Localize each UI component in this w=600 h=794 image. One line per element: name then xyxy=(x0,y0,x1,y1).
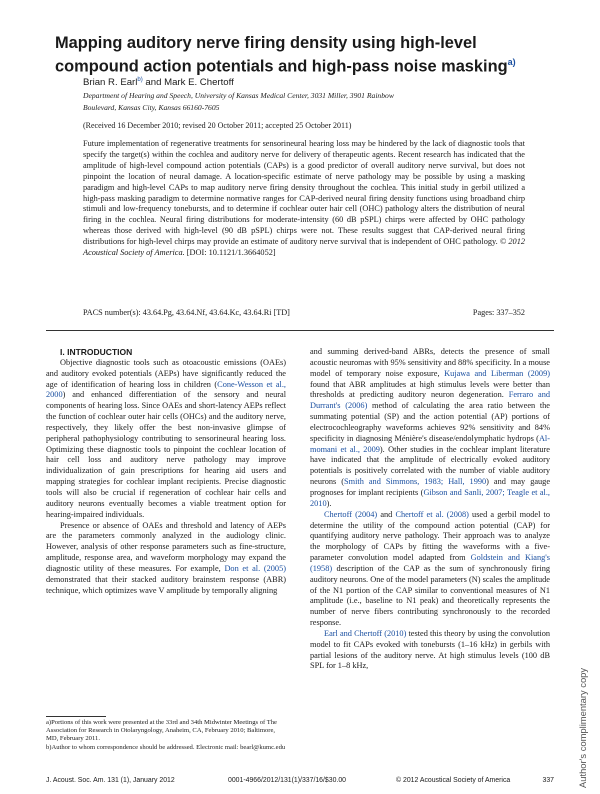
abstract-doi[interactable]: [DOI: 10.1121/1.3664052] xyxy=(186,248,276,258)
text-run: ) and may gauge prognoses for implant recipients ( xyxy=(310,477,551,497)
citation-link[interactable]: Smith and Simmons, 1983; Hall, 1990 xyxy=(344,477,487,487)
abstract xyxy=(83,139,525,259)
footer-copyright: © 2012 Acoustical Society of America xyxy=(396,777,511,784)
citation-link[interactable]: Ferraro and Durrant's (2006) xyxy=(310,390,550,411)
text-run: and summing derived-band ABRs, detects the presence of small acoustic neuromas with 95% sensitivity and 88% specificity. In a mouse model of temporary noise exposure, xyxy=(310,347,550,378)
author-1: Brian R. Earl xyxy=(83,77,138,89)
text-run: ) and enhanced differentiation of the sensory and neural components of hearing loss. Since OAEs and short-latency AEPs reflect the function of cochlear outer hair cells (OHCs) and the auditory nerve, respectively, they likely offer the best non-invasive glimpse of peripheral pathophysiology contributing to sensorineural hearing loss. Optimizing these diagnostic tools to pinpoint the cochlear location of hair cell loss and auditory nerve pathology may improve individualization of gain prescriptions for hearing aid users and mapping strategies for cochlear implant recipients. Precise diagnostic tools will also be crucial if regeneration of cochlear hair cells and auditory neurons eventually becomes a viable treatment option for hearing-impaired individuals. xyxy=(46,390,286,519)
citation-link[interactable]: Chertoff (2004) xyxy=(324,509,378,519)
footnote-a: a)Portions of this work were presented at the 33rd and 34th Midwinter Meetings of The Association for Research in Otolaryngology, Anaheim, CA, February 2010; Baltimore, MD, February 2011. xyxy=(46,719,277,743)
abstract-body: Future implementation of regenerative treatments for sensorineural hearing loss may be hindered by the lack of diagnostic tools that specify the target(s) within the cochlea and auditory nerve for delivery of therapeutic agents. Recent research has indicated that the amplitude of high-level compound action potentials (CAPs) is a good predictor of overall auditory nerve survival, but does not pinpoint the location of neural damage. A location-specific estimate of nerve pathology may be possible by using a masking paradigm and high-level CAPs to map auditory nerve firing density throughout the cochlea. This initial study in gerbil utilized a high-pass masking paradigm to determine normative ranges for CAP-derived neural firing density functions using broadband chirp stimuli and low-frequency tonebursts, and to determine if cochlear outer hair cell (OHC) pathology alters the distribution of neural firing in the cochlea. Neural firing distributions for moderate-intensity (60 dB pSPL) chirps were affected by OHC pathology whereas those derived with high-level (90 dB pSPL) chirps were not. These results suggest that CAP-derived neural firing distributions for high-level chirps may provide an estimate of auditory nerve survival that is independent of OHC pathology. xyxy=(83,139,525,247)
text-run: method of calculating the area ratio between the summating potential (SP) and the action potential (AP) portions of electrocochleography waveforms achieves 92% sensitivity and 84% specificity in diagnosing Ménière's disease/endolymphatic hydrops ( xyxy=(310,401,550,443)
author-line xyxy=(83,77,234,88)
text-run: description of the CAP as the sum of synchronously firing auditory neurons. One of the model parameters (N) scales the amplitude of the N1 portion of the CAP similar to conventional measures of N1 amplitude (i.e., baseline to N1 peak) and theoretically represents the number of nerve fibers contributing synchronously to the recorded response. xyxy=(310,563,550,628)
author-2: Mark E. Chertoff xyxy=(164,77,234,89)
affiliation xyxy=(83,90,463,114)
citation-link[interactable]: Gibson and Sanli, 2007; Teagle et al., 2010 xyxy=(310,487,551,508)
intro-paragraph-3 xyxy=(310,510,550,629)
footer-codes: 0001-4966/2012/131(1)/337/16/$30.00 xyxy=(228,777,347,784)
footnote-b: b)Author to whom correspondence should be addressed. Electronic mail: bearl@kumc.edu xyxy=(46,743,286,751)
citation-link[interactable]: Chertoff et al. (2008) xyxy=(395,509,469,519)
citation-link[interactable]: Don et al. (2005) xyxy=(224,563,286,573)
page-number: 337 xyxy=(542,777,554,784)
section-divider xyxy=(46,330,554,331)
footnotes xyxy=(46,719,286,752)
intro-paragraph-2-cont xyxy=(310,347,550,510)
footnote-divider xyxy=(46,716,106,717)
footer-journal: J. Acoust. Soc. Am. 131 (1), January 2012 xyxy=(46,777,175,784)
page-range: Pages: 337–352 xyxy=(472,308,525,317)
text-run: ). xyxy=(326,498,332,508)
section-heading: I. INTRODUCTION xyxy=(60,347,133,357)
text-run: and xyxy=(377,509,396,519)
title-text: Mapping auditory nerve firing density using high-level compound action potentials and high-pass noise masking xyxy=(55,34,508,76)
text-run: found that ABR amplitudes at high stimulus levels were better than thresholds at predicting auditory neuron degeneration. xyxy=(310,379,550,400)
left-column xyxy=(46,347,286,596)
citation-link[interactable]: Goldstein and Kiang's (1958) xyxy=(310,553,550,573)
author-footnote-marker[interactable]: b) xyxy=(137,77,143,83)
citation-link[interactable]: Cone-Wesson et al., 2000 xyxy=(46,379,287,400)
text-run: demonstrated that their stacked auditory brainstem response (ABR) technique, which optimizes wave V amplitude by temporally aligning xyxy=(46,574,286,595)
right-column xyxy=(310,347,550,672)
intro-paragraph-2 xyxy=(46,521,286,597)
abstract-copyright: © 2012 Acoustical Society of America. xyxy=(83,237,525,258)
author-conjunction: and xyxy=(145,77,162,89)
text-run: used a gerbil model to determine the utility of the compound action potential (CAP) for quantifying auditory nerve pathology. Their approach was to analyze the morphology of CAPs by fitting the waveforms with a five-parameter convolution model adapted from xyxy=(310,509,550,563)
intro-paragraph-4 xyxy=(310,629,550,672)
text-run: Presence or absence of OAEs and threshold and latency of AEPs are the parameters commonly analyzed in the audiology clinic. However, analysis of other response parameters such as fine-structure, amplitude, response area, and waveform morphology may expand the diagnostic utility of these measures. For example, xyxy=(46,520,286,573)
pacs-numbers: PACS number(s): 43.64.Pg, 43.64.Nf, 43.64.Kc, 43.64.Ri [TD] xyxy=(83,308,290,317)
affiliation-line-1: Department of Hearing and Speech, University of Kansas Medical Center, 3031 Miller, 3901 Rainbow xyxy=(83,91,394,100)
intro-paragraph-1 xyxy=(46,358,286,521)
paper-title xyxy=(55,34,525,76)
side-watermark xyxy=(575,620,588,790)
received-dates: (Received 16 December 2010; revised 20 October 2011; accepted 25 October 2011) xyxy=(83,121,352,130)
citation-link[interactable]: Kujawa and Liberman (2009) xyxy=(444,368,550,378)
text-run: ). Other studies in the cochlear implant literature have indicated that the amplitude of electrically evoked auditory potentials is positively correlated with the number of viable auditory neurons ( xyxy=(310,444,550,487)
affiliation-line-2: Boulevard, Kansas City, Kansas 66160-7605 xyxy=(83,103,220,112)
text-run: Objective diagnostic tools such as otoacoustic emissions (OAEs) and auditory evoked potentials (AEPs) have significantly reduced the age of identification of hearing loss in children ( xyxy=(46,357,286,389)
side-watermark-text: Author's complimentary copy xyxy=(577,667,588,788)
citation-link[interactable]: Al-momani et al., 2009 xyxy=(310,433,550,454)
pacs-line xyxy=(83,308,525,317)
text-run: tested this theory by using the convolution model to fit CAPs evoked with tonebursts (1–16 kHz) in gerbils with partial lesions of the auditory nerve. At high stimulus levels (100 dB SPL for 1–8 kHz, xyxy=(310,628,550,671)
title-footnote-marker[interactable]: a) xyxy=(507,57,516,67)
citation-link[interactable]: Earl and Chertoff (2010) xyxy=(324,628,407,638)
